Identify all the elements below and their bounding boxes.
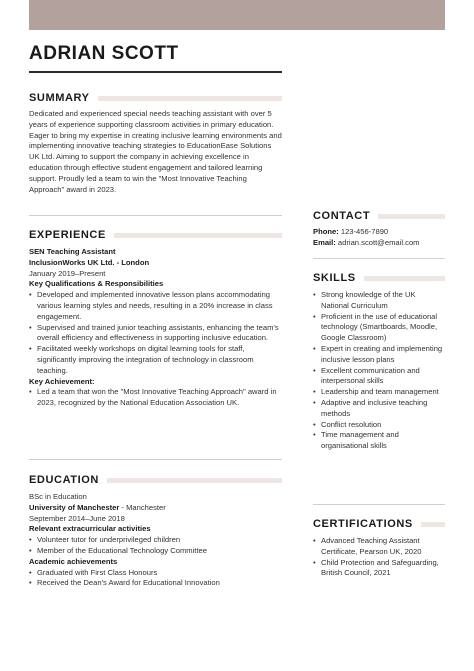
education-section	[29, 492, 282, 589]
activities-list	[29, 535, 282, 557]
job-dates: January 2019–Present	[29, 268, 106, 278]
contact-phone	[313, 227, 445, 238]
qualifications-heading: Key Qualifications & Responsibilities	[29, 279, 164, 289]
phone-label: Phone:	[313, 227, 339, 236]
list-item: • Proficient in the use of educational technology (Smartboards, Moodle, Google Classroom)	[313, 312, 445, 344]
list-item: • Leadership and team management	[313, 387, 445, 398]
list-item: • Volunteer tutor for underprivileged children	[29, 535, 282, 546]
school-location: Manchester	[126, 502, 166, 512]
list-item: • Strong knowledge of the UK National Curriculum	[313, 290, 445, 312]
list-item: • Facilitated weekly workshops on digital learning tools for staff, significantly improving the integration of technology in classroom teaching.	[29, 344, 282, 376]
degree: BSc in Education	[29, 492, 87, 501]
skills-section	[313, 290, 445, 452]
education-band	[107, 478, 282, 483]
divider	[29, 215, 282, 216]
activities-heading: Relevant extracurricular activities	[29, 524, 151, 534]
experience-title: EXPERIENCE	[29, 229, 106, 241]
skills-title: SKILLS	[313, 272, 356, 284]
achievement-list	[29, 387, 282, 409]
email-value: adrian.scott@email.com	[337, 237, 420, 247]
contact-section	[313, 227, 445, 249]
certifications-list	[313, 536, 445, 579]
list-item: • Advanced Teaching Assistant Certificate, Pearson UK, 2020	[313, 536, 445, 558]
job-location: London	[121, 257, 150, 267]
list-item: • Member of the Educational Technology Committee	[29, 546, 282, 557]
skills-heading	[313, 272, 445, 284]
certifications-band	[421, 522, 445, 527]
list-item: • Developed and implemented innovative lesson plans accommodating various learning styles and needs, resulting in a 20% increase in class engagement.	[29, 290, 282, 322]
academic-achievements-heading: Academic achievements	[29, 556, 118, 566]
list-item: • Conflict resolution	[313, 420, 445, 431]
skills-band	[364, 276, 445, 281]
list-item: • Received the Dean's Award for Educational Innovation	[29, 578, 282, 589]
divider	[29, 459, 282, 460]
job-title: SEN Teaching Assistant	[29, 247, 116, 256]
experience-heading	[29, 229, 282, 241]
name-underline	[29, 71, 282, 73]
education-dates: September 2014–June 2018	[29, 513, 125, 523]
list-item: • Adaptive and inclusive teaching methods	[313, 398, 445, 420]
education-heading	[29, 474, 282, 486]
certifications-title: CERTIFICATIONS	[313, 518, 413, 530]
phone-value: 123-456-7890	[340, 227, 389, 236]
summary-title: SUMMARY	[29, 92, 90, 104]
candidate-name: ADRIAN SCOTT	[29, 43, 179, 64]
experience-band	[114, 233, 282, 238]
responsibilities-list	[29, 290, 282, 376]
divider	[313, 504, 445, 505]
email-label: Email:	[313, 237, 336, 247]
summary-text: Dedicated and experienced special needs teaching assistant with over 5 years of experience supporting classroom activities in primary education. Eager to bring my expertise in creating inclusive learning environments and implementing innovative teaching strategies to EducationEase Solutions UK Ltd. Aiming to support the company in achieving excellence in education through effective student engagement and tailored learning support. Proudly led a team to win the "Most Innovative Teaching Approach" award in 2023.	[29, 109, 282, 194]
header-color-bar	[29, 0, 445, 30]
list-item: • Time management and organisational skills	[313, 430, 445, 452]
education-title: EDUCATION	[29, 474, 99, 486]
job-company: InclusionWorks UK Ltd.	[29, 257, 115, 267]
contact-heading	[313, 210, 445, 222]
experience-section	[29, 247, 282, 409]
contact-email	[313, 238, 445, 249]
divider	[313, 258, 445, 259]
list-item: • Excellent communication and interpersonal skills	[313, 366, 445, 388]
school-name: University of Manchester	[29, 502, 120, 512]
contact-title: CONTACT	[313, 210, 371, 222]
summary-heading	[29, 92, 282, 104]
list-item: • Child Protection and Safeguarding, British Council, 2021	[313, 558, 445, 580]
school-line: University of Manchester - Manchester	[29, 502, 166, 512]
academic-achievements-list	[29, 568, 282, 590]
contact-band	[378, 214, 445, 219]
summary-section	[29, 109, 282, 195]
achievement-heading: Key Achievement:	[29, 376, 95, 386]
list-item: • Supervised and trained junior teaching assistants, enhancing the team's overall efficiency and effectiveness in supporting inclusive education.	[29, 323, 282, 345]
certifications-heading	[313, 518, 445, 530]
certifications-section	[313, 536, 445, 579]
job-company-line: InclusionWorks UK Ltd. - London	[29, 257, 150, 267]
list-item: • Graduated with First Class Honours	[29, 568, 282, 579]
summary-band	[98, 96, 282, 101]
list-item: • Expert in creating and implementing inclusive lesson plans	[313, 344, 445, 366]
list-item: • Led a team that won the "Most Innovative Teaching Approach" award in 2023, recognized by the National Education Association UK.	[29, 387, 282, 409]
skills-list	[313, 290, 445, 452]
